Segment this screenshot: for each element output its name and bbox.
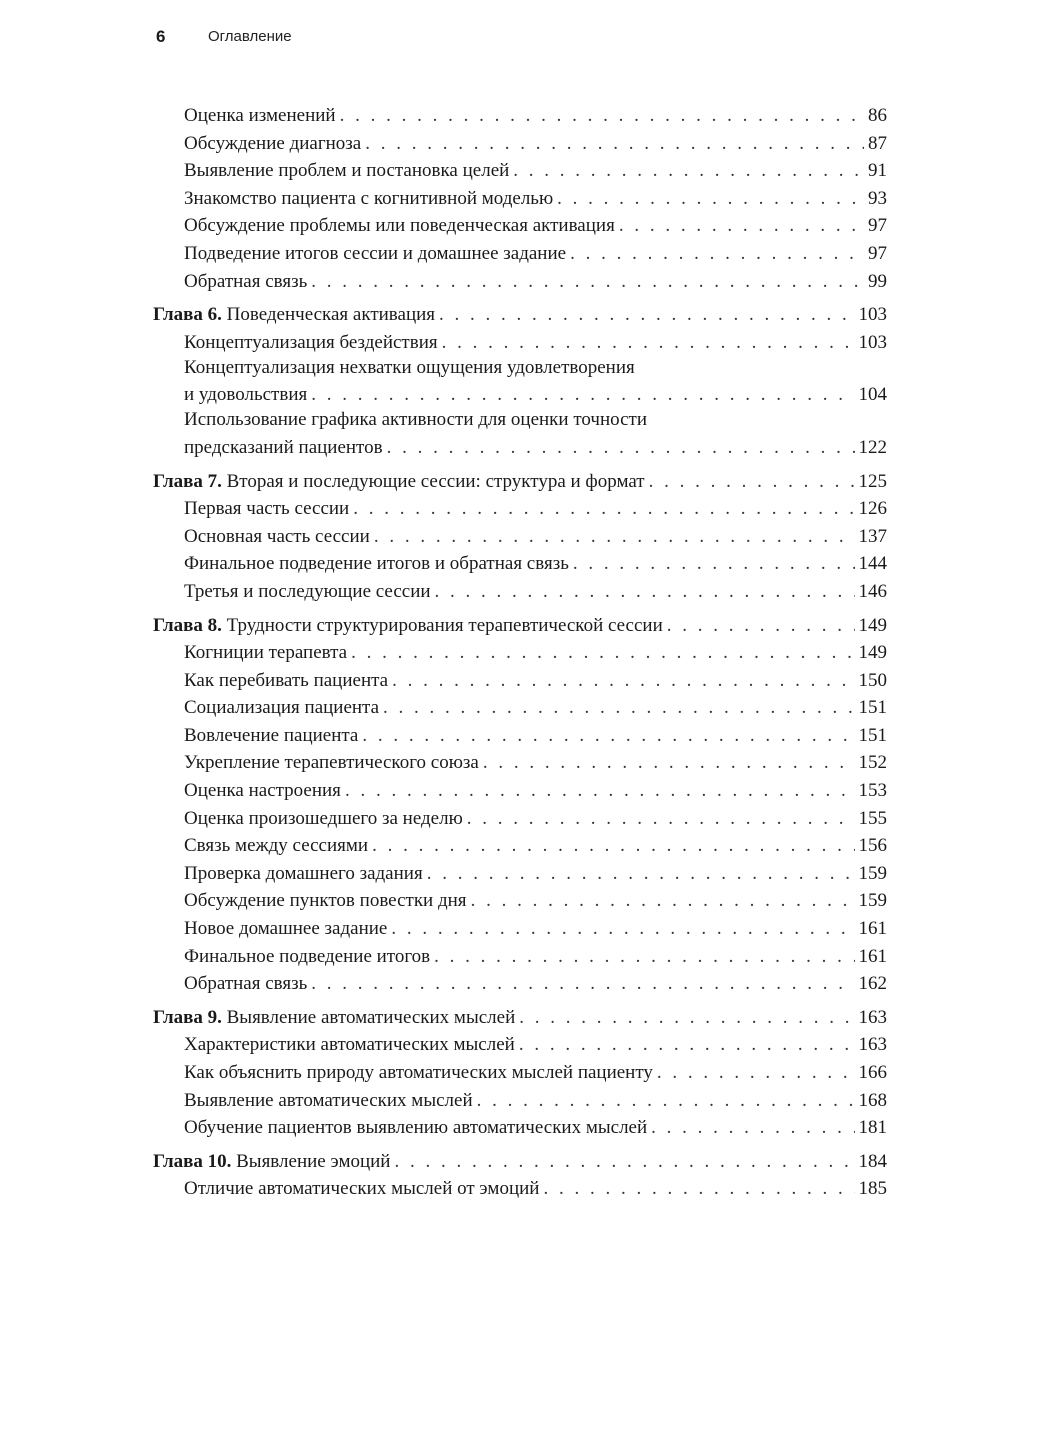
chapter-page: 149 <box>858 614 887 636</box>
toc-entry-title-line1: Концептуализация нехватки ощущения удовлетворения <box>184 356 635 378</box>
toc-entry[interactable] <box>153 887 893 915</box>
dot-leader <box>439 301 854 329</box>
toc-entry <box>153 409 893 434</box>
toc-entry[interactable] <box>153 157 893 185</box>
toc-entry-title: Выявление проблем и постановка целей <box>184 160 510 182</box>
toc-entry-page: 151 <box>858 724 887 746</box>
toc-entry-title: Третья и последующие сессии <box>184 580 431 602</box>
toc-chapter-10[interactable] <box>153 1148 893 1176</box>
toc-entry-title: Обсуждение проблемы или поведенческая активация <box>184 215 615 237</box>
chapter-name: Вторая и последующие сессии: структура и формат <box>226 470 645 492</box>
dot-leader <box>362 722 854 750</box>
chapter-title <box>153 1004 515 1032</box>
toc-entry-title: Обучение пациентов выявлению автоматических мыслей <box>184 1117 648 1139</box>
dot-leader <box>383 694 854 722</box>
chapter-page: 184 <box>858 1150 887 1172</box>
dot-leader <box>311 268 864 296</box>
dot-leader <box>311 381 854 409</box>
toc-chapter-6[interactable] <box>153 301 893 329</box>
toc-entry-title: Обратная связь <box>184 973 308 995</box>
toc-entry-page: 166 <box>858 1062 887 1083</box>
toc-entry-page: 149 <box>858 642 887 664</box>
toc-entry-title: Знакомство пациента с когнитивной моделью <box>184 187 554 209</box>
toc-entry-title-line1: Использование графика активности для оценки точности <box>184 409 647 431</box>
toc-entry-page: 93 <box>868 187 887 209</box>
toc-entry-page: 137 <box>858 525 887 547</box>
toc-entry-title: Укрепление терапевтического союза <box>184 752 479 774</box>
toc-entry[interactable] <box>153 329 893 357</box>
toc-entry-title: Финальное подведение итогов <box>184 945 431 967</box>
toc-entry-page: 87 <box>868 132 887 154</box>
toc-entry-title: Оценка изменений <box>184 105 336 126</box>
toc-entry-title: Оценка настроения <box>184 780 341 802</box>
toc-entry-title: Социализация пациента <box>184 697 380 719</box>
toc-entry-page: 150 <box>858 669 887 691</box>
toc-entry-page: 146 <box>858 580 887 602</box>
toc-entry-page: 153 <box>858 780 887 802</box>
dot-leader <box>427 860 855 888</box>
dot-leader <box>442 329 855 357</box>
toc-entry[interactable] <box>153 749 893 777</box>
chapter-page: 103 <box>858 304 887 326</box>
toc-chapter-7[interactable] <box>153 468 893 496</box>
dot-leader <box>434 943 854 971</box>
toc-entry-title-line2: предсказаний пациентов <box>184 436 383 458</box>
toc-chapter-9[interactable] <box>153 1004 893 1032</box>
toc-entry-title: Обсуждение пунктов повестки дня <box>184 890 467 912</box>
toc-entry[interactable] <box>153 722 893 750</box>
chapter-prefix: Глава 6. <box>153 304 222 326</box>
toc-entry-title: Как объяснить природу автоматических мыслей пациенту <box>184 1062 653 1083</box>
toc-entry-page: 163 <box>858 1034 887 1056</box>
dot-leader <box>557 185 864 213</box>
dot-leader <box>649 468 855 496</box>
toc-entry-page: 151 <box>858 697 887 719</box>
toc-entry-title: Оценка произошедшего за неделю <box>184 807 463 829</box>
dot-leader <box>513 157 864 185</box>
chapter-title <box>153 301 435 329</box>
page-header <box>156 27 889 51</box>
dot-leader <box>543 1175 854 1203</box>
toc-entry-title: Как перебивать пациента <box>184 669 389 691</box>
toc-entry[interactable] <box>153 1087 893 1115</box>
toc-entry[interactable] <box>153 240 893 268</box>
toc-entry[interactable] <box>153 523 893 551</box>
toc-entry-page: 155 <box>858 807 887 829</box>
toc-entry-page: 104 <box>858 384 887 406</box>
dot-leader <box>483 749 855 777</box>
toc-entry-page: 144 <box>858 553 887 575</box>
dot-leader <box>391 915 854 943</box>
toc-entry-title: Основная часть сессии <box>184 525 370 547</box>
toc-entry-page: 152 <box>858 752 887 774</box>
toc-entry-title: Связь между сессиями <box>184 835 369 857</box>
dot-leader <box>573 550 855 578</box>
dot-leader <box>345 777 855 805</box>
dot-leader <box>519 1031 855 1059</box>
dot-leader <box>667 612 855 640</box>
dot-leader <box>340 102 864 130</box>
toc-entry-page: 185 <box>858 1178 887 1200</box>
toc-entry[interactable] <box>153 550 893 578</box>
toc-entry[interactable] <box>153 495 893 523</box>
running-head: Оглавление <box>208 28 292 45</box>
toc-entry-page: 97 <box>868 242 887 264</box>
toc-entry-page: 99 <box>868 270 887 292</box>
toc-entry-page: 161 <box>858 918 887 940</box>
dot-leader <box>467 805 855 833</box>
toc-entry[interactable] <box>153 1175 893 1203</box>
dot-leader <box>311 970 854 998</box>
toc-entry[interactable] <box>153 381 893 409</box>
toc-entry-page: 159 <box>858 890 887 912</box>
toc-entry-page: 122 <box>858 436 887 458</box>
toc-entry-title: Вовлечение пациента <box>184 724 359 746</box>
toc-entry-page: 103 <box>858 331 887 353</box>
toc-chapter-8[interactable] <box>153 612 893 640</box>
toc-entry-title: Характеристики автоматических мыслей <box>184 1034 515 1056</box>
dot-leader <box>519 1004 854 1032</box>
toc-entry-page: 162 <box>858 973 887 995</box>
dot-leader <box>387 434 855 462</box>
chapter-name: Выявление эмоций <box>236 1150 391 1172</box>
toc-entry-page: 91 <box>868 160 887 182</box>
toc-entry[interactable] <box>153 1059 893 1087</box>
chapter-title <box>153 612 663 640</box>
toc-entry[interactable] <box>153 805 893 833</box>
dot-leader <box>435 578 855 606</box>
dot-leader <box>394 1148 854 1176</box>
toc-entry[interactable] <box>153 185 893 213</box>
dot-leader <box>365 130 864 158</box>
toc-entry-title: Подведение итогов сессии и домашнее задание <box>184 242 567 264</box>
toc-entry-title: Первая часть сессии <box>184 498 350 520</box>
chapter-name: Трудности структурирования терапевтической сессии <box>226 614 663 636</box>
toc-entry-page: 156 <box>858 835 887 857</box>
toc-entry[interactable] <box>153 1031 893 1059</box>
toc-entry[interactable] <box>153 943 893 971</box>
dot-leader <box>477 1087 855 1115</box>
toc-entry[interactable] <box>153 212 893 240</box>
dot-leader <box>374 523 855 551</box>
toc-entry[interactable] <box>153 639 893 667</box>
toc-entry <box>153 356 893 381</box>
toc-entry-title: Когниции терапевта <box>184 642 348 664</box>
dot-leader <box>651 1114 854 1142</box>
toc-entry-page: 181 <box>858 1117 887 1139</box>
toc-entry-title: Новое домашнее задание <box>184 918 388 940</box>
toc-entry-page: 97 <box>868 215 887 237</box>
chapter-title <box>153 1148 390 1176</box>
dot-leader <box>471 887 855 915</box>
table-of-contents <box>153 102 893 1203</box>
dot-leader <box>619 212 864 240</box>
toc-entry-title: Отличие автоматических мыслей от эмоций <box>184 1178 540 1200</box>
toc-entry[interactable] <box>153 777 893 805</box>
toc-entry[interactable] <box>153 832 893 860</box>
toc-entry-title: Концептуализация бездействия <box>184 331 438 353</box>
toc-entry[interactable] <box>153 102 893 130</box>
dot-leader <box>657 1059 855 1087</box>
page-number: 6 <box>156 27 166 46</box>
toc-entry[interactable] <box>153 860 893 888</box>
toc-entry-title-line2: и удовольствия <box>184 384 308 406</box>
chapter-page: 163 <box>858 1006 887 1028</box>
dot-leader <box>353 495 854 523</box>
toc-entry-page: 159 <box>858 862 887 884</box>
toc-entry[interactable] <box>153 1114 893 1142</box>
dot-leader <box>570 240 864 268</box>
dot-leader <box>392 667 854 695</box>
toc-entry[interactable] <box>153 915 893 943</box>
toc-entry[interactable] <box>153 667 893 695</box>
toc-entry-page: 168 <box>858 1089 887 1111</box>
toc-entry-page: 86 <box>868 105 887 126</box>
chapter-page: 125 <box>858 470 887 492</box>
chapter-title <box>153 468 645 496</box>
chapter-prefix: Глава 9. <box>153 1006 222 1028</box>
toc-entry-page: 126 <box>858 498 887 520</box>
chapter-name: Выявление автоматических мыслей <box>226 1006 516 1028</box>
toc-entry[interactable] <box>153 694 893 722</box>
toc-entry-title: Обратная связь <box>184 270 308 292</box>
toc-entry-title: Обсуждение диагноза <box>184 132 362 154</box>
toc-entry[interactable] <box>153 434 893 462</box>
toc-entry-page: 161 <box>858 945 887 967</box>
chapter-prefix: Глава 8. <box>153 614 222 636</box>
toc-entry-title: Финальное подведение итогов и обратная связь <box>184 553 569 575</box>
toc-entry[interactable] <box>153 130 893 158</box>
toc-entry-title: Проверка домашнего задания <box>184 862 423 884</box>
chapter-prefix: Глава 10. <box>153 1150 232 1172</box>
chapter-name: Поведенческая активация <box>226 304 436 326</box>
toc-entry-title: Выявление автоматических мыслей <box>184 1089 473 1111</box>
toc-entry[interactable] <box>153 268 893 296</box>
dot-leader <box>372 832 854 860</box>
toc-entry[interactable] <box>153 578 893 606</box>
dot-leader <box>351 639 854 667</box>
toc-entry[interactable] <box>153 970 893 998</box>
chapter-prefix: Глава 7. <box>153 470 222 492</box>
